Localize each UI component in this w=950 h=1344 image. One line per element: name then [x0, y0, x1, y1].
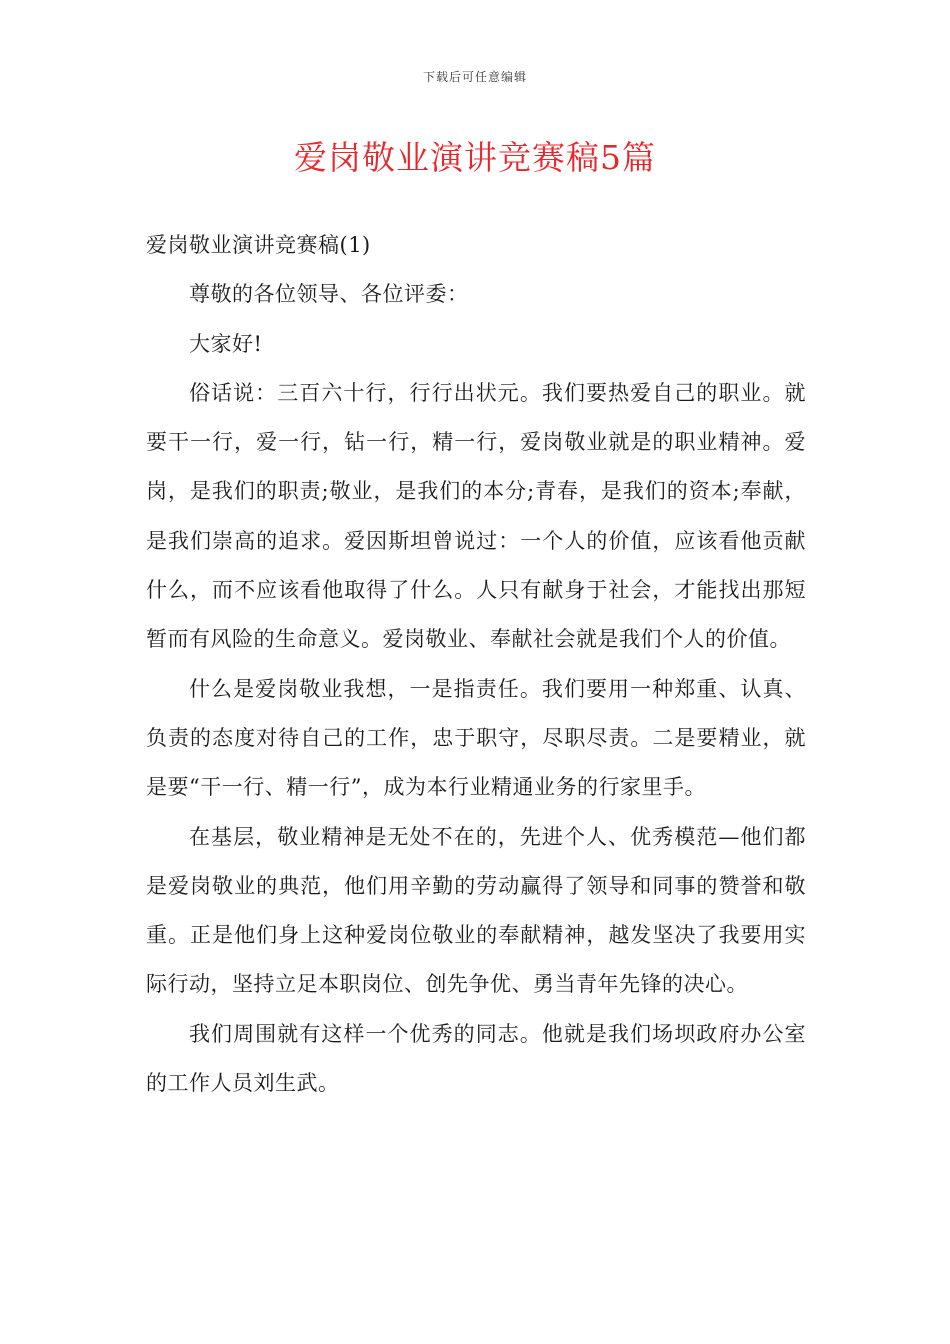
paragraph-definition: 什么是爱岗敬业我想，一是指责任。我们要用一种郑重、认真、负责的态度对待自己的工作，忠于职守，尽职尽责。二是要精业，就是要“干一行、精一行”，成为本行业精通业务的行家里手。 [146, 676, 806, 800]
header-note: 下载后可任意编辑 [422, 70, 527, 84]
section-heading: 爱岗敬业演讲竞赛稿(1) [146, 233, 371, 257]
document-title: 爱岗敬业演讲竞赛稿5篇 [294, 138, 656, 177]
paragraph-colleague: 我们周围就有这样一个优秀的同志。他就是我们场坝政府办公室的工作人员刘生武。 [146, 1021, 806, 1096]
paragraph-greeting: 大家好! [189, 331, 263, 356]
paragraph-grassroots: 在基层，敬业精神是无处不在的，先进个人、优秀模范—他们都是爱岗敬业的典范，他们用辛勤的劳动赢得了领导和同事的赞誉和敬重。正是他们身上这种爱岗位敬业的奉献精神，越发坚决了我要用实际行动，坚持立足本职岗位、创先争优、勇当青年先锋的决心。 [146, 824, 806, 997]
document-body [146, 221, 806, 1108]
paragraph-salutation: 尊敬的各位领导、各位评委： [189, 282, 469, 307]
paragraph-proverb: 俗话说：三百六十行，行行出状元。我们要热爱自己的职业。就要干一行，爱一行，钻一行，精一行，爱岗敬业就是的职业精神。爱岗，是我们的职责;敬业，是我们的本分;青春，是我们的资本;奉献，是我们崇高的追求。爱因斯坦曾说过：一个人的价值，应该看他贡献什么，而不应该看他取得了什么。人只有献身于社会，才能找出那短暂而有风险的生命意义。爱岗敬业、奉献社会就是我们个人的价值。 [146, 380, 806, 652]
